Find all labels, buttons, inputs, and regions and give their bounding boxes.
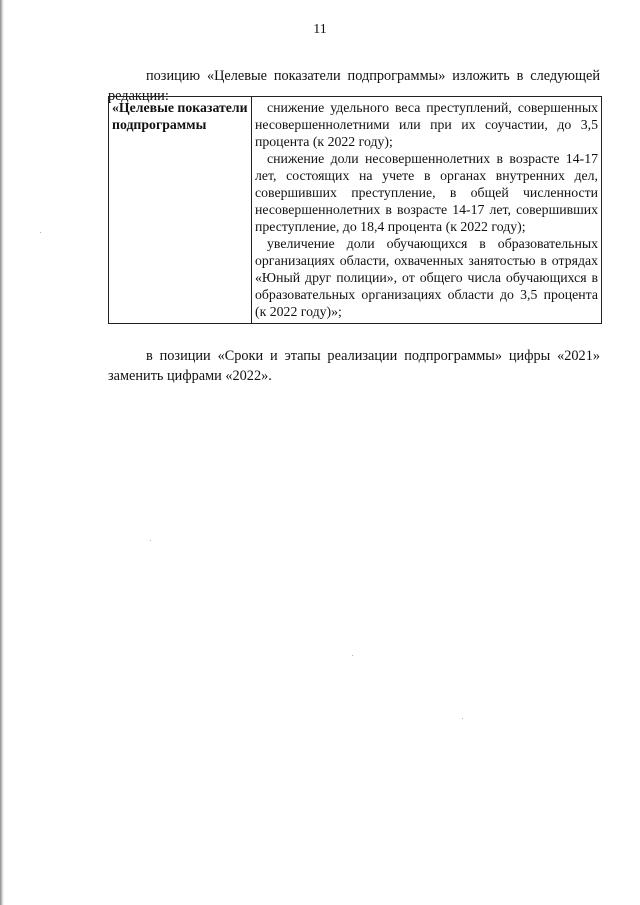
- indicator-item: снижение удельного веса преступлений, совершенных несовершеннолетними или при их соучастии, до 3,5 процента (к 2022 году);: [255, 100, 598, 149]
- scan-speck: [352, 655, 353, 656]
- page-number: 11: [313, 22, 327, 37]
- scan-speck: [40, 232, 41, 233]
- table-label-cell: «Целевые показатели подпрограммы: [109, 97, 252, 324]
- scan-speck: [150, 540, 151, 541]
- outro-paragraph: в позиции «Сроки и этапы реализации подпрограммы» цифры «2021» заменить цифрами «2022».: [108, 348, 600, 385]
- table-row: [109, 97, 602, 324]
- scan-speck: [462, 718, 463, 719]
- intro-paragraph: позицию «Целевые показатели подпрограммы» изложить в следующей редакции:: [108, 68, 600, 105]
- scan-edge: [0, 0, 4, 905]
- table-content-cell: [252, 97, 602, 324]
- subprogram-table: [108, 96, 602, 324]
- indicator-item: снижение доли несовершеннолетних в возрасте 14-17 лет, состоящих на учете в органах внутренних дел, совершивших преступление, в общей численности несовершеннолетних в возрасте 14-17 лет, совершивших преступление, до 18,4 процента (к 2022 году);: [255, 151, 598, 234]
- indicator-item: увеличение доли обучающихся в образовательных организациях области, охваченных занятостью в отрядах «Юный друг полиции», от общего числа обучающихся в образовательных организациях области до 3,5 процента (к 2022 году)»;: [255, 236, 598, 319]
